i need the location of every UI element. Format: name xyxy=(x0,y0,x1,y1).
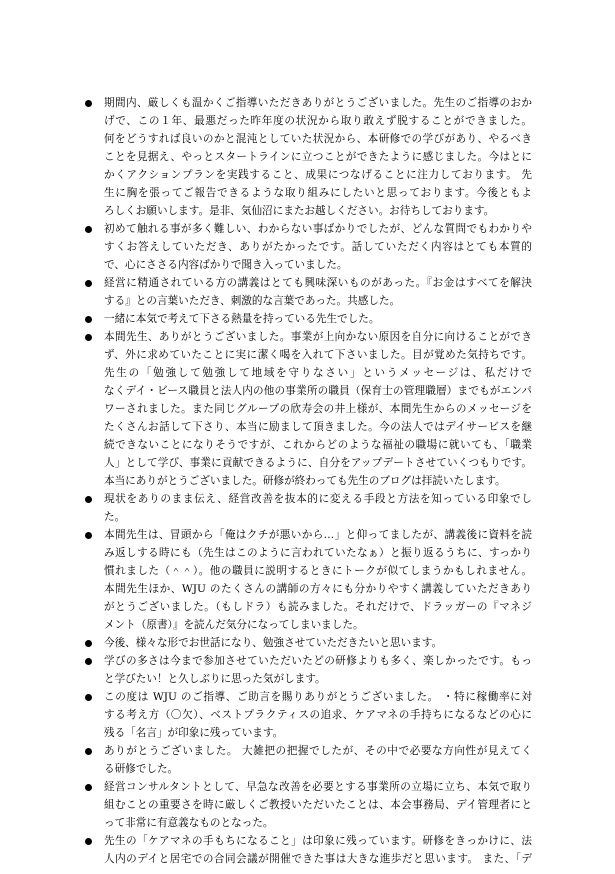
item-line: って非常に有意義なものとなった。 xyxy=(104,817,274,829)
list-item xyxy=(104,652,532,688)
item-line: 学びの多さは今まで参加させていただいたどの研修よりも多く、楽しかったです。もっ xyxy=(104,655,532,667)
bullet-icon xyxy=(85,100,92,107)
bullet-icon xyxy=(85,316,92,323)
item-line: する』との言葉いただき、刺激的な言葉であった。共感した。 xyxy=(104,295,401,307)
bullet-icon xyxy=(85,334,92,341)
item-line: 本間先生は、冒頭から「俺はクチが悪いから…」と仰ってましたが、講義後に資料を読 xyxy=(104,529,532,541)
item-line: 期間内、厳しくも温かくご指導いただきありがとうございました。先生のご指導のおか xyxy=(104,97,532,109)
list-item xyxy=(104,742,532,778)
item-line: ワーされました。また同じグループの欣寿会の井上様が、本間先生からのメッセージを xyxy=(104,403,532,415)
item-line: たくさんお話して下さり、本当に励まして頂きました。今の法人ではデイサービスを継 xyxy=(104,421,532,433)
item-line: メント（原書）』を読んだ気分になってしまいました。 xyxy=(104,619,364,631)
item-line: み返しする時にも（先生はこのように言われていたなぁ）と振り返るうちに、すっかり xyxy=(104,547,532,559)
list-item xyxy=(104,832,532,868)
item-line: なくデイ・ビース職員と法人内の他の事業所の職員（保育士の管理職層）までもがエンパ xyxy=(104,385,532,397)
bullet-icon xyxy=(85,694,92,701)
item-line: で、心にささる内容ばかりで聞き入っていました。 xyxy=(104,259,348,271)
list-item xyxy=(104,328,532,490)
item-line: ず、外に求めていたことに実に潔く喝を入れて下さいました。目が覚めた気持ちです。 xyxy=(104,349,532,361)
list-item xyxy=(104,274,532,310)
item-line: げで、この１年、最悪だった昨年度の状況から取り敢えず脱することができました。 xyxy=(104,115,532,127)
item-line: 一緒に本気で考えて下さる熱量を持っている先生でした。 xyxy=(104,313,380,325)
item-line: 慣れました（＾＾）。他の職員に説明するときにトークが似てしまうかもしれません。 xyxy=(104,565,532,577)
item-line: ありがとうございました。 大雑把の把握でしたが、その中で必要な方向性が見えてく xyxy=(104,745,532,757)
item-line: 経営に精通されている方の講義はとても興味深いものがあった。『お金はすべてを解決 xyxy=(104,277,532,289)
item-line: する考え方（〇欠）、ベストプラクティスの追求、ケアマネの手持ちになるなどの心に xyxy=(104,709,532,721)
item-line: 経営コンサルタントとして、早急な改善を必要とする事業所の立場に立ち、本気で取り xyxy=(104,781,532,793)
bullet-icon xyxy=(85,280,92,287)
item-line: すくお答えしていただき、ありがたかったです。話していただく内容はとても本質的 xyxy=(104,241,532,253)
list-item xyxy=(104,526,532,634)
item-line: がとうございました。（もしドラ）も読みました。それだけで、ドラッガーの『マネジ xyxy=(104,601,532,613)
item-line: 人内のデイと居宅での合同会議が開催できた事は大きな進歩だと思います。 また、「デ xyxy=(104,853,532,865)
item-line: る研修でした。 xyxy=(104,763,179,775)
item-line: 続できないことになりそうですが、これからどのような福祉の職場に就いても、「職業 xyxy=(104,439,532,451)
item-line: 人」として学び、事業に貢献できるように、自分をアップデートさせていくつもりです。 xyxy=(104,457,532,469)
item-line: この度は WJU のご指導、ご助言を賜りありがとうございました。 ・特に稼働率に対 xyxy=(104,691,532,703)
list-item xyxy=(104,220,532,274)
list-item xyxy=(104,94,532,220)
list-item xyxy=(104,310,532,328)
list-item xyxy=(104,634,532,652)
item-line: ろしくお願いします。是非、気仙沼にまたお越しください。お待ちしております。 xyxy=(104,205,495,217)
item-line: 本間先生ほか、WJU のたくさんの講師の方々にも分かりやすく講義していただきあり xyxy=(104,583,532,595)
item-line: と学びたい！と久しぶりに思った気がします。 xyxy=(104,673,326,685)
item-line: 今後、様々な形でお世話になり、勉強させていただきたいと思います。 xyxy=(104,637,443,649)
bullet-icon xyxy=(85,640,92,647)
bullet-icon xyxy=(85,658,92,665)
item-line: 残る「名言」が印象に残っています。 xyxy=(104,727,284,739)
bullet-icon xyxy=(85,784,92,791)
item-line: た。 xyxy=(104,511,126,523)
item-line: かくアクションプランを実践すること、成果につなげることに注力しております。 先 xyxy=(104,169,532,181)
item-line: 先生の「勉強して勉強して地域を守りなさい」というメッセージは、私だけで xyxy=(104,367,532,379)
bullet-icon xyxy=(85,748,92,755)
item-line: 初めて触れる事が多く難しい、わからない事ばかりでしたが、どんな質問でもわかりや xyxy=(104,223,532,235)
item-line: 何をどうすれば良いのかと混沌としていた状況から、本研修での学びがあり、やるべき xyxy=(104,133,532,145)
item-line: 先生の「ケアマネの手もちになること」は印象に残っています。研修をきっかけに、法 xyxy=(104,835,532,847)
item-line: 組むことの重要さを時に厳しくご教授いただいたことは、本会事務局、デイ管理者にと xyxy=(104,799,532,811)
list-item xyxy=(104,490,532,526)
bullet-icon xyxy=(85,496,92,503)
list-item xyxy=(104,778,532,832)
bullet-icon xyxy=(85,532,92,539)
bullet-icon xyxy=(85,838,92,845)
item-line: 生に胸を張ってご報告できるような取り組みにしたいと思っております。今後ともよ xyxy=(104,187,532,199)
list-item xyxy=(104,688,532,742)
item-line: 本当にありがとうございました。研修が終わっても先生のブログは拝読いたします。 xyxy=(104,475,506,487)
bullet-icon xyxy=(85,226,92,233)
item-line: 現状をありのまま伝え、経営改善を抜本的に変える手段と方法を知っている印象でし xyxy=(104,493,532,505)
item-line: 本間先生、ありがとうございました。事業が上向かない原因を自分に向けることができ xyxy=(104,331,532,343)
testimonial-list xyxy=(104,94,532,868)
item-line: ことを見据え、やっとスタートラインに立つことができたように感じました。今はとに xyxy=(104,151,532,163)
